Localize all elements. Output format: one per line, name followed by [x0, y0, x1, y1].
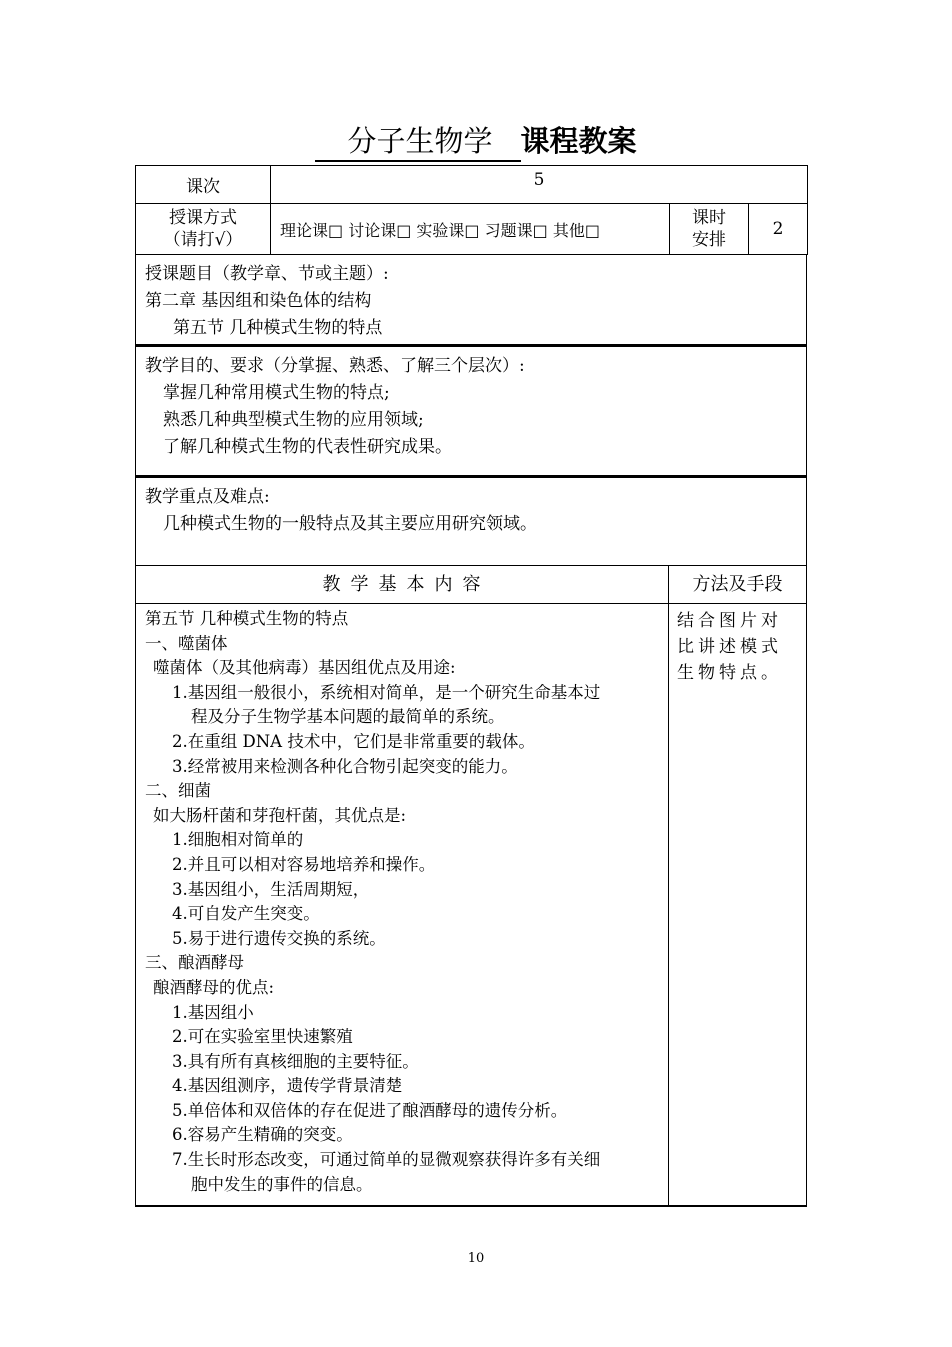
goal-item: 掌握几种常用模式生物的特点;: [163, 383, 390, 403]
content-header-main: 教学基本内容: [136, 566, 669, 603]
content-line: 4.基因组测序，遗传学背景清楚: [172, 1076, 403, 1096]
content-line: 3.具有所有真核细胞的主要特征。: [172, 1051, 419, 1071]
topic-label: 授课题目（教学章、节或主题）:: [145, 264, 389, 284]
content-line: 1.基因组一般很小，系统相对简单，是一个研究生命基本过: [172, 682, 601, 702]
topic-section-title: 第五节 几种模式生物的特点: [173, 318, 383, 338]
goals-label: 教学目的、要求（分掌握、熟悉、了解三个层次）:: [145, 356, 525, 376]
content-header-side: 方法及手段: [692, 574, 783, 595]
content-line: 二、细菌: [145, 781, 211, 801]
page-number: 10: [467, 1251, 485, 1266]
method-options: 理论课□ 讨论课□ 实验课□ 习题课□ 其他□: [271, 204, 670, 255]
content-line: 6.容易产生精确的突变。: [172, 1125, 353, 1145]
content-line: 3.经常被用来检测各种化合物引起突变的能力。: [172, 756, 518, 776]
lesson-label: 课次: [136, 166, 271, 204]
goal-item: 熟悉几种典型模式生物的应用领域;: [163, 410, 424, 430]
teaching-method-label: [136, 204, 271, 255]
topic-chapter: 第二章 基因组和染色体的结构: [145, 291, 372, 311]
content-line: 三、酿酒酵母: [145, 953, 244, 973]
content-line: 噬菌体（及其他病毒）基因组优点及用途:: [153, 658, 456, 678]
method-note-line: 生物特点。: [677, 663, 782, 683]
content-line: 一、噬菌体: [145, 633, 228, 653]
topic-section: [135, 255, 807, 345]
focus-section: [135, 476, 807, 566]
content-line: 5.单倍体和双倍体的存在促进了酿酒酵母的遗传分析。: [172, 1100, 568, 1120]
content-line: 第五节 几种模式生物的特点: [145, 609, 349, 628]
title-suffix: 课程教案: [520, 124, 637, 158]
method-label-line2: （请打√）: [163, 230, 243, 250]
method-label-line1: 授课方式: [169, 208, 237, 228]
course-name: 分子生物学: [315, 122, 520, 162]
content-body-row: [135, 604, 807, 1207]
focus-label: 教学重点及难点:: [145, 487, 270, 507]
hours-label: [670, 204, 749, 255]
content-line: 酿酒酵母的优点:: [153, 977, 275, 997]
content-line: 如大肠杆菌和芽孢杆菌，其优点是:: [153, 805, 407, 825]
content-main: [136, 604, 669, 1205]
content-line: 2.可在实验室里快速繁殖: [172, 1027, 353, 1047]
content-line: 胞中发生的事件的信息。: [191, 1174, 373, 1194]
hours-label-line2: 安排: [692, 230, 726, 250]
content-line: 2.在重组 DNA 技术中，它们是非常重要的载体。: [172, 731, 535, 751]
lesson-value: 5: [271, 166, 808, 204]
lesson-plan-form: [135, 165, 807, 1207]
content-line: 5.易于进行遗传交换的系统。: [172, 928, 386, 948]
method-note-line: 结合图片对: [677, 611, 782, 631]
header-table: [135, 165, 808, 255]
hours-label-line1: 课时: [692, 208, 726, 228]
content-line: 1.细胞相对简单的: [172, 830, 304, 850]
method-notes: [669, 604, 806, 1205]
focus-text: 几种模式生物的一般特点及其主要应用研究领域。: [163, 514, 537, 534]
hours-value: 2: [749, 204, 808, 255]
content-line: 4.可自发产生突变。: [172, 904, 320, 924]
goals-section: [135, 345, 807, 476]
content-line: 程及分子生物学基本问题的最简单的系统。: [191, 707, 505, 727]
goal-item: 了解几种模式生物的代表性研究成果。: [163, 437, 452, 457]
page-title: [0, 122, 952, 162]
content-line: 3.基因组小，生活周期短，: [172, 879, 370, 899]
content-header-row: [135, 566, 807, 604]
method-note-line: 比讲述模式: [677, 637, 782, 657]
content-line: 7.生长时形态改变，可通过简单的显微观察获得许多有关细: [172, 1150, 601, 1170]
content-line: 1.基因组小: [172, 1002, 254, 1022]
content-line: 2.并且可以相对容易地培养和操作。: [172, 854, 436, 874]
